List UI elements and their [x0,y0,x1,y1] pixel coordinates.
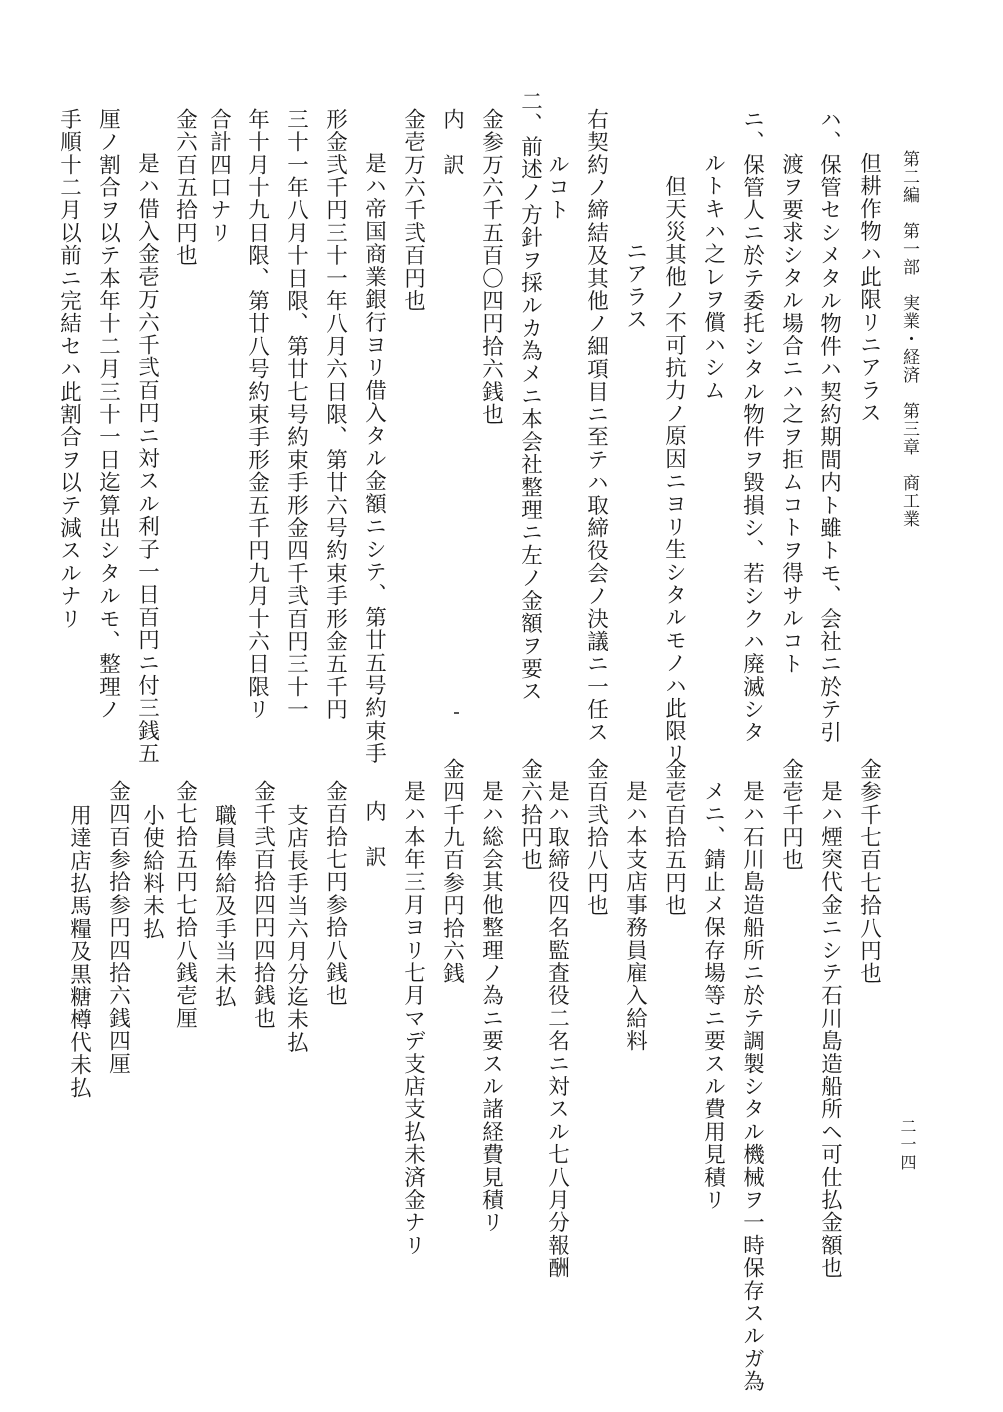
text-line: 金百弐拾八円也 [583,758,609,917]
text-line: 是ハ帝国商業銀行ヨリ借入タル金額ニシテ、第廿五号約束手 [361,152,387,765]
text-line: 是ハ本年三月ヨリ七月マデ支店支払未済金ナリ [400,780,426,1257]
text-line: 金壱百拾五円也 [661,758,687,917]
text-line: 内 訳 [439,108,465,177]
text-line: 内 訳 [361,800,387,869]
text-line: ルコト [544,153,570,222]
text-line: 用達店払馬糧及黒糖樽代未払 [66,804,92,1100]
text-line: 支店長手当六月分迄未払 [283,804,309,1054]
text-line: 但天災其他ノ不可抗力ノ原因ニヨリ生シタルモノハ此限リ [661,175,687,766]
text-line: 金七拾五円七拾八銭壱厘 [172,780,198,1030]
text-line: 厘ノ割合ヲ以テ本年十二月三十一日迄算出シタルモ、整理ノ [95,108,121,721]
text-line: 年十月十九日限、第廿八号約束手形金五千円九月十六日限リ [244,108,270,721]
text-line: 形金弐千円三十一年八月六日限、第廿六号約束手形金五千円 [322,108,348,721]
text-line: 右契約ノ締結及其他ノ細項目ニ至テハ取締役会ノ決議ニ一任ス [583,108,609,744]
text-line: 手順十二月以前ニ完結セハ此割合ヲ以テ減スルナリ [56,108,82,631]
text-line: 是ハ借入金壱万六千弐百円ニ対スル利子一日百円ニ付三銭五 [134,152,160,765]
text-line: 二、前述ノ方針ヲ採ルカ為メニ本会社整理ニ左ノ金額ヲ要ス [517,90,543,703]
text-line: 金千弐百拾四円四拾銭也 [250,780,276,1030]
text-line: 是ハ煙突代金ニシテ石川島造船所ヘ可仕払金額也 [817,780,843,1280]
text-line: メニ、錆止メ保存場等ニ要スル費用見積リ [700,780,726,1212]
text-line: 渡ヲ要求シタル場合ニハ之ヲ拒ムコトヲ得サルコト [778,153,804,676]
text-line: 小使給料未払 [139,804,165,941]
text-line: 三十一年八月十日限、第廿七号約束手形金四千弐百円三十一 [283,108,309,721]
text-line: 金六百五拾円也 [172,108,198,267]
text-line: ニ、保管人ニ於テ委托シタル物件ヲ毀損シ、若シクハ廃滅シタ [739,108,765,744]
text-line: ルトキハ之レヲ償ハシム [700,152,726,402]
text-line: ニアラス [622,240,648,331]
running-header: 第二編 第一部 実業・経済 第三章 商工業 [899,150,919,528]
text-line: 是ハ石川島造船所ニ於テ調製シタル機械ヲ一時保存スルガ為 [739,780,765,1393]
text-line: ハ、保管セシメタル物件ハ契約期間内ト雖トモ、会社ニ於テ引 [816,108,842,744]
text-line: 金六拾円也 [517,758,543,872]
text-line: 金四百参拾参円四拾六銭四厘 [105,780,131,1076]
text-line: 合計四口ナリ [206,108,232,245]
text-line: 是ハ総会其他整理ノ為ニ要スル諸経費見積リ [478,780,504,1234]
text-line: 是ハ取締役四名監査役二名ニ対スル七八月分報酬 [544,780,570,1280]
print-mark [454,712,459,714]
text-line: 但耕作物ハ此限リニアラス [856,152,882,425]
text-line: 金壱万六千弐百円也 [400,108,426,313]
text-line: 職員俸給及手当未払 [211,804,237,1009]
text-line: 金百拾七円参拾八銭也 [322,780,348,1007]
page-number: 二一四 [898,1118,917,1172]
text-line: 金四千九百参円拾六銭 [439,758,465,985]
text-line: 金参万六千五百〇四円拾六銭也 [478,108,504,426]
text-line: 是ハ本支店事務員雇入給料 [622,780,648,1053]
text-line: 金壱千円也 [778,758,804,872]
text-line: 金参千七百七拾八円也 [856,758,882,985]
